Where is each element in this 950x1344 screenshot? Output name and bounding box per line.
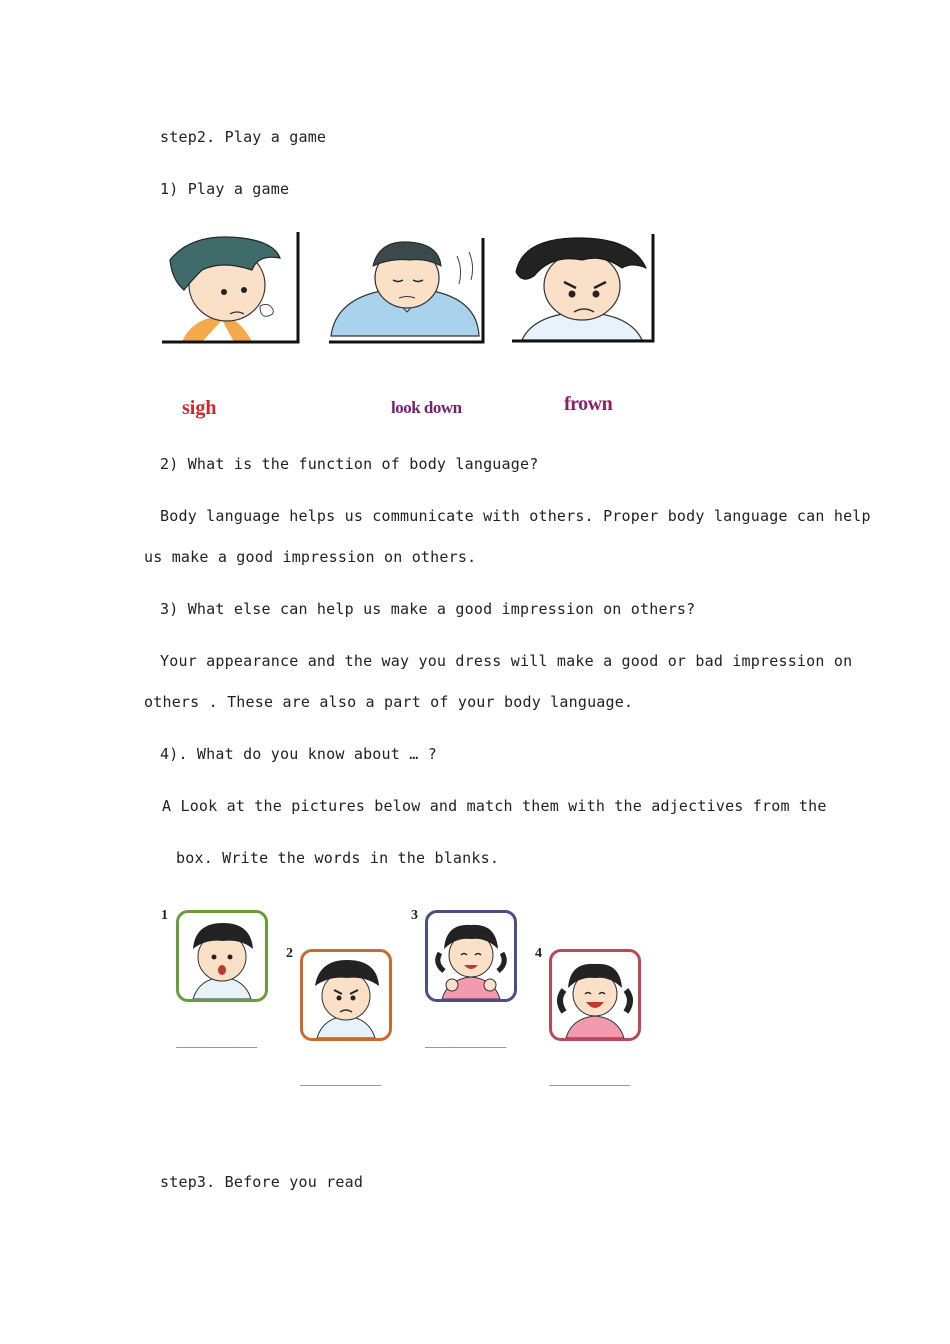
task-a-line-1: A Look at the pictures below and match them with the adjectives from the (162, 797, 827, 815)
word-look-down: look down (391, 398, 462, 417)
picture-number-3: 3 (411, 908, 418, 923)
question-4: 4). What do you know about … ? (160, 745, 437, 763)
blank-4[interactable]: __________ (549, 1068, 630, 1086)
blank-1[interactable]: __________ (176, 1030, 257, 1048)
happy-girl-icon (552, 952, 638, 1038)
word-sigh: sigh (182, 397, 217, 419)
blank-2[interactable]: __________ (300, 1068, 381, 1086)
answer-3-line-2: others . These are also a part of your body language. (144, 693, 634, 711)
answer-3-line-1: Your appearance and the way you dress will make a good or bad impression on (160, 652, 853, 670)
angry-boy-icon (303, 952, 389, 1038)
look-down-illustration (327, 236, 487, 346)
blank-3[interactable]: __________ (425, 1030, 506, 1048)
face-picture-1 (176, 910, 268, 1002)
picture-number-2: 2 (286, 946, 293, 961)
frown-illustration (512, 232, 657, 345)
task-a-line-2: box. Write the words in the blanks. (176, 849, 500, 867)
word-frown: frown (564, 393, 613, 415)
surprised-boy-icon (179, 913, 265, 999)
question-1: 1) Play a game (160, 180, 290, 198)
step3-heading: step3. Before you read (160, 1173, 364, 1191)
excited-girl-icon (428, 913, 514, 999)
sigh-illustration (162, 230, 302, 345)
question-2: 2) What is the function of body language? (160, 455, 539, 473)
answer-2-line-2: us make a good impression on others. (144, 548, 477, 566)
face-picture-3 (425, 910, 517, 1002)
answer-2-line-1: Body language helps us communicate with others. Proper body language can help (160, 507, 871, 525)
picture-number-1: 1 (161, 908, 168, 923)
step2-heading: step2. Play a game (160, 128, 327, 146)
face-picture-4 (549, 949, 641, 1041)
picture-number-4: 4 (535, 946, 542, 961)
question-3: 3) What else can help us make a good impression on others? (160, 600, 696, 618)
face-picture-2 (300, 949, 392, 1041)
